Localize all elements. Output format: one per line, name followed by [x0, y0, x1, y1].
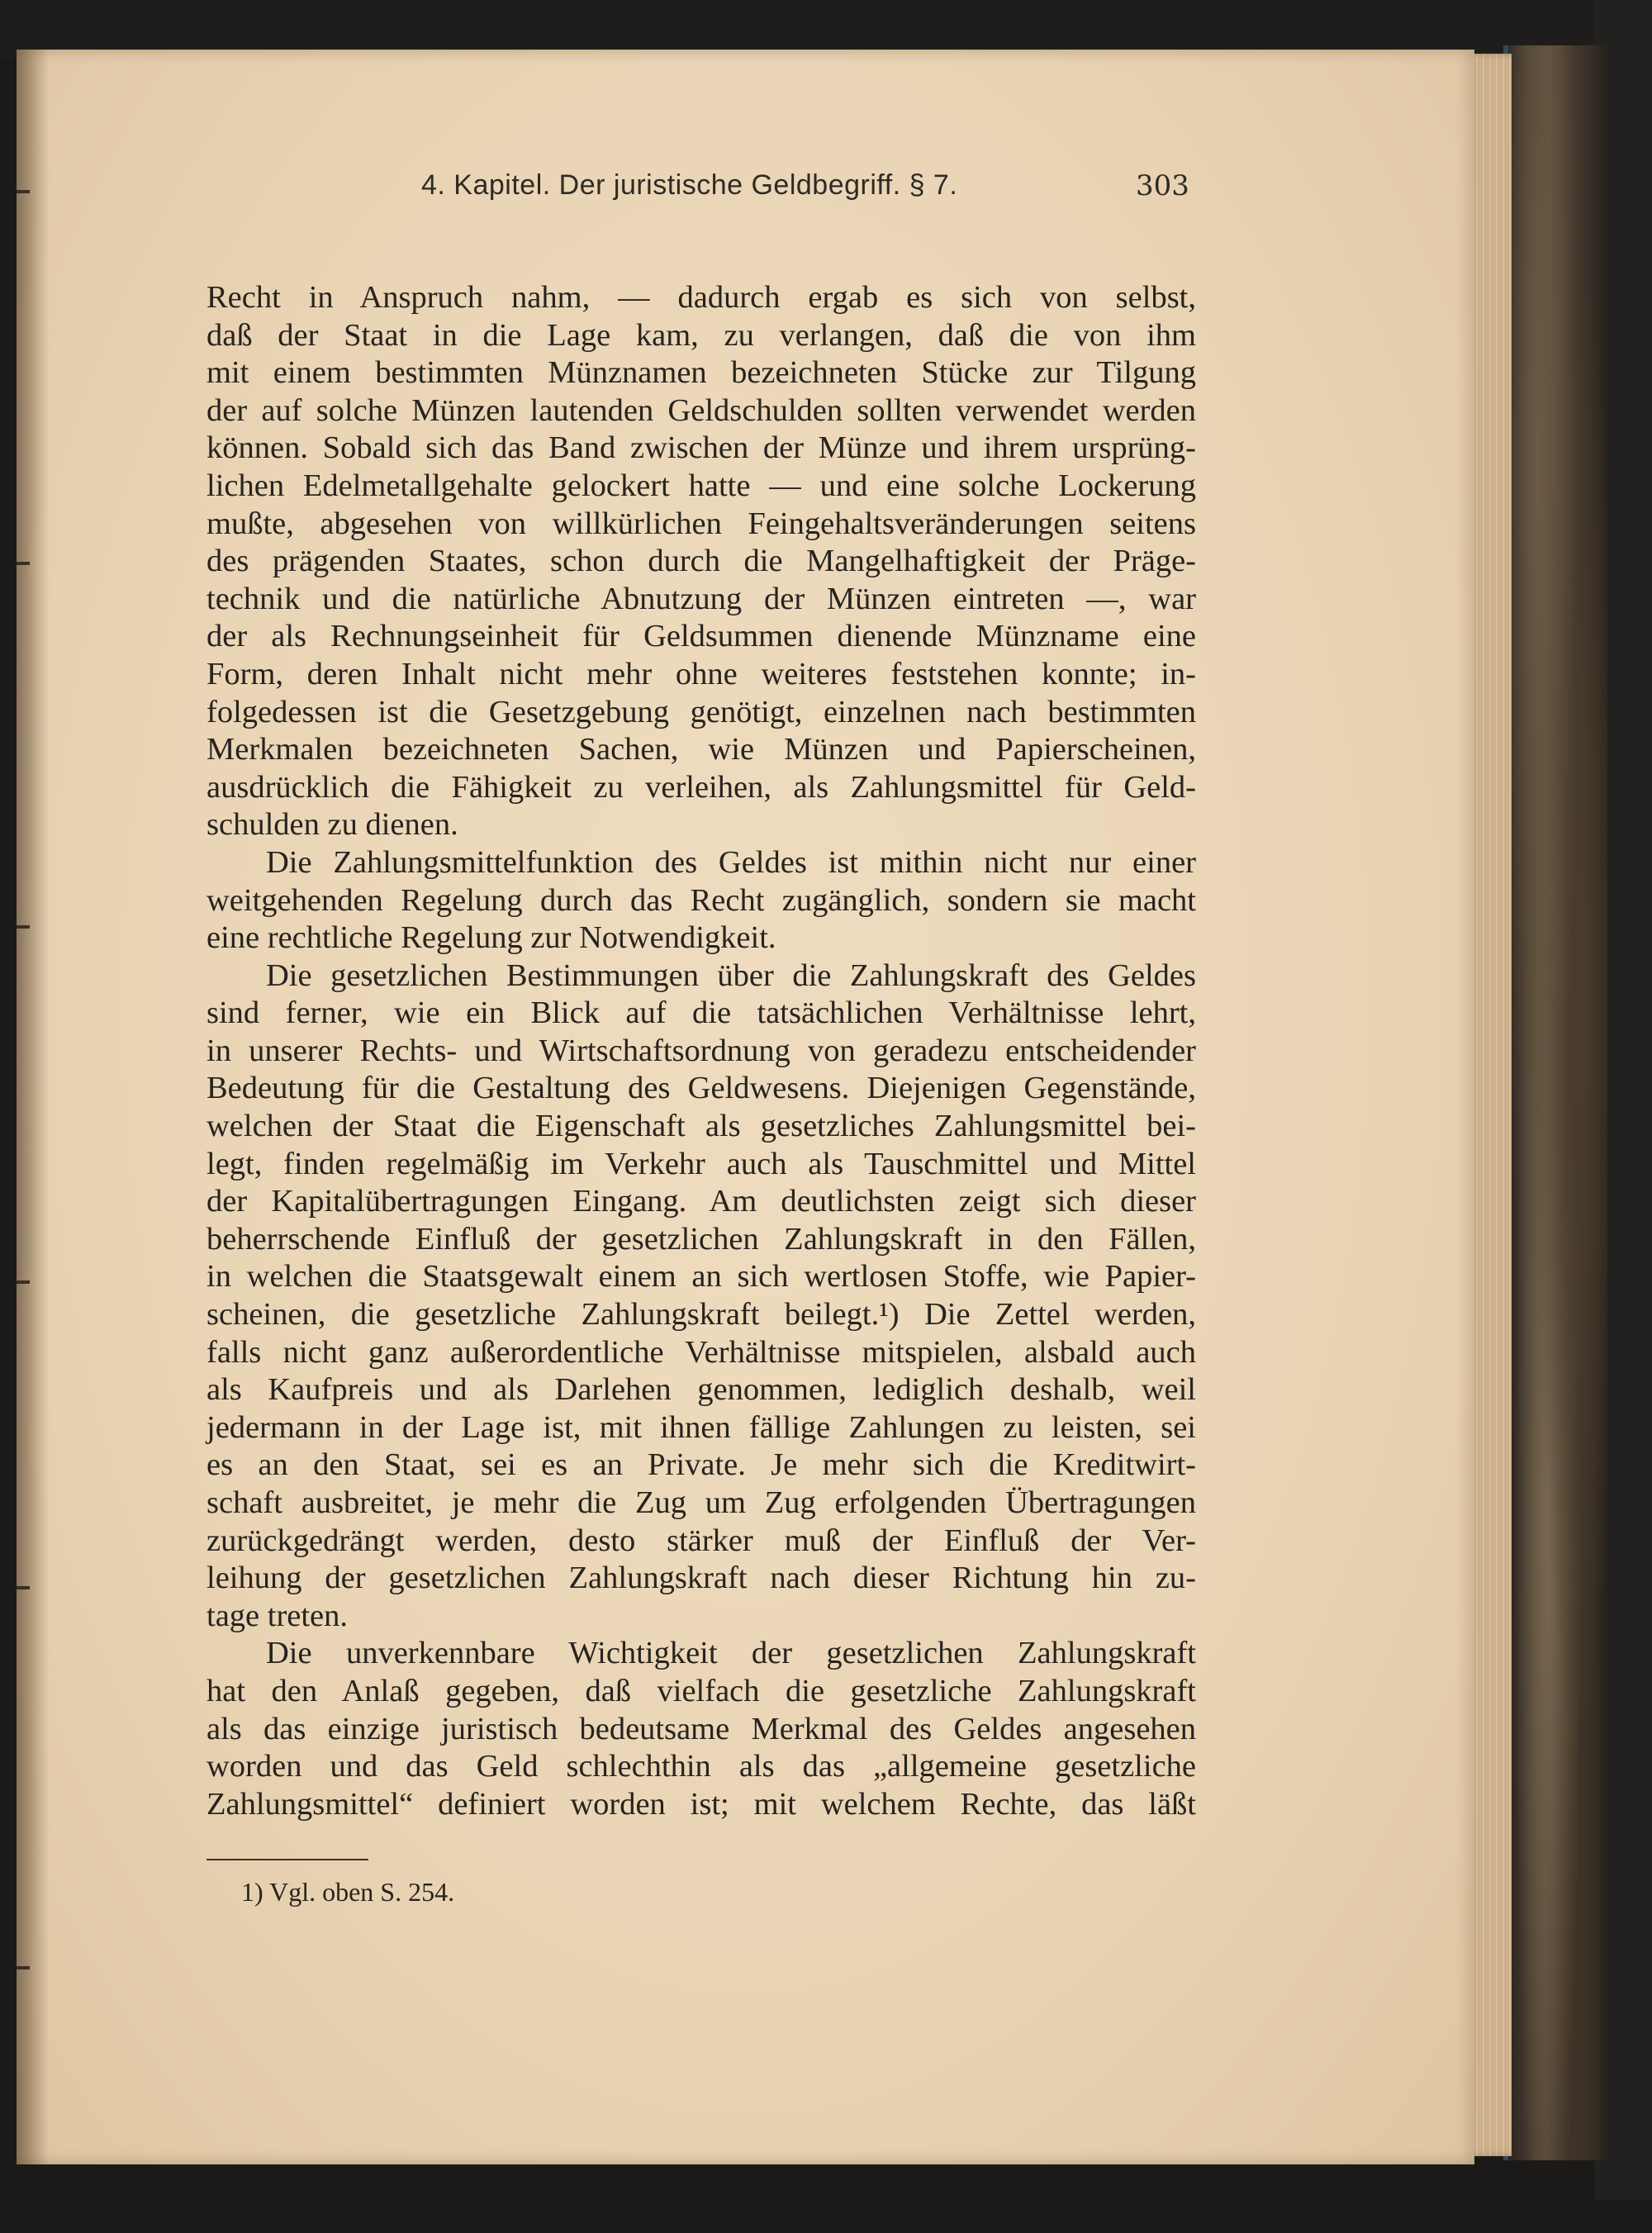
text-line: des prägenden Staates, schon durch die Mangelhaftigkeit der Präge-: [206, 544, 1196, 579]
text-line: der auf solche Münzen lautenden Geldschulden sollten verwendet werden: [206, 392, 1196, 428]
binding-stitch: [17, 1280, 30, 1284]
binding-stitch: [17, 1966, 30, 1969]
text-line: worden und das Geld schlechthin als das „allgemeine gesetzliche: [206, 1749, 1196, 1784]
book-cover-edge: [1503, 45, 1607, 2160]
text-line: der als Rechnungseinheit für Geldsummen dienende Münzname eine: [206, 619, 1196, 654]
running-head: [421, 169, 1206, 219]
text-line: beherrschende Einfluß der gesetzlichen Zahlungskraft in den Fällen,: [206, 1221, 1196, 1257]
binding-stitch: [17, 190, 30, 193]
text-line: zurückgedrängt werden, desto stärker muß der Einfluß der Ver-: [206, 1523, 1196, 1558]
spine-shadow: [17, 50, 50, 2164]
text-line: mit einem bestimmten Münznamen bezeichneten Stücke zur Tilgung: [206, 355, 1196, 391]
text-line: Bedeutung für die Gestaltung des Geldwesens. Diejenigen Gegenstände,: [206, 1071, 1196, 1106]
text-line: Merkmalen bezeichneten Sachen, wie Münzen und Papierscheinen,: [206, 732, 1196, 767]
text-line: folgedessen ist die Gesetzgebung genötigt, einzelnen nach bestimmten: [206, 694, 1196, 729]
text-line: lichen Edelmetallgehalte gelockert hatte — und eine solche Lockerung: [206, 468, 1196, 503]
body-text: [206, 279, 1196, 1823]
text-line: weitgehenden Regelung durch das Recht zugänglich, sondern sie macht: [206, 882, 1196, 918]
text-line: können. Sobald sich das Band zwischen der Münze und ihrem ursprüng-: [206, 430, 1196, 466]
text-line: schaft ausbreitet, je mehr die Zug um Zug erfolgenden Übertragungen: [206, 1485, 1196, 1520]
text-line: Form, deren Inhalt nicht mehr ohne weiteres feststehen konnte; in-: [206, 656, 1196, 691]
text-line: ausdrücklich die Fähigkeit zu verleihen, als Zahlungsmittel für Geld-: [206, 769, 1196, 805]
text-line: der Kapitalübertragungen Eingang. Am deutlichsten zeigt sich dieser: [206, 1184, 1196, 1219]
text-line: mußte, abgesehen von willkürlichen Feingehaltsveränderungen seitens: [206, 506, 1196, 541]
text-line: es an den Staat, sei es an Private. Je mehr sich die Kreditwirt-: [206, 1447, 1196, 1483]
text-line: Die Zahlungsmittelfunktion des Geldes ist mithin nicht nur einer: [266, 844, 1196, 880]
text-line: Die gesetzlichen Bestimmungen über die Zahlungskraft des Geldes: [266, 957, 1196, 993]
text-line: Zahlungsmittel“ definiert worden ist; mit welchem Rechte, das läßt: [206, 1786, 1196, 1822]
binding-stitch: [17, 1586, 30, 1589]
text-line: tage treten.: [206, 1598, 349, 1633]
chapter-title: 4. Kapitel. Der juristische Geldbegriff. § 7.: [421, 169, 958, 201]
scan-background-bottom: [0, 2200, 1652, 2233]
text-line: welchen der Staat die Eigenschaft als gesetzliches Zahlungsmittel bei-: [206, 1109, 1196, 1144]
text-line: Recht in Anspruch nahm, — dadurch ergab es sich von selbst,: [206, 280, 1196, 315]
text-line: sind ferner, wie ein Blick auf die tatsächlichen Verhältnisse lehrt,: [206, 995, 1196, 1031]
text-line: hat den Anlaß gegeben, daß vielfach die gesetzliche Zahlungskraft: [206, 1673, 1196, 1708]
text-line: daß der Staat in die Lage kam, zu verlangen, daß die von ihm: [206, 317, 1196, 353]
text-line: technik und die natürliche Abnutzung der Münzen eintreten —, war: [206, 581, 1196, 616]
text-line: falls nicht ganz außerordentliche Verhältnisse mitspielen, alsbald auch: [206, 1334, 1196, 1370]
page-number: 303: [1136, 169, 1189, 202]
footnote-rule: [206, 1859, 368, 1860]
text-line: legt, finden regelmäßig im Verkehr auch als Tauschmittel und Mittel: [206, 1146, 1196, 1181]
text-line: eine rechtliche Regelung zur Notwendigkeit.: [206, 920, 776, 956]
text-line: leihung der gesetzlichen Zahlungskraft nach dieser Richtung hin zu-: [206, 1561, 1196, 1596]
text-line: als das einzige juristisch bedeutsame Merkmal des Geldes angesehen: [206, 1711, 1196, 1746]
text-line: in unserer Rechts- und Wirtschaftsordnung von geradezu entscheidender: [206, 1033, 1196, 1068]
text-line: Die unverkennbare Wichtigkeit der gesetzlichen Zahlungskraft: [266, 1636, 1196, 1671]
binding-stitch: [17, 925, 30, 929]
footnote: 1) Vgl. oben S. 254.: [241, 1877, 455, 1907]
text-line: in welchen die Staatsgewalt einem an sich wertlosen Stoffe, wie Papier-: [206, 1259, 1196, 1295]
text-line: scheinen, die gesetzliche Zahlungskraft beilegt.¹) Die Zettel werden,: [206, 1297, 1196, 1333]
binding-stitch: [17, 562, 30, 565]
text-line: als Kaufpreis und als Darlehen genommen, lediglich deshalb, weil: [206, 1372, 1196, 1408]
text-line: jedermann in der Lage ist, mit ihnen fällige Zahlungen zu leisten, sei: [206, 1409, 1196, 1445]
text-line: schulden zu dienen.: [206, 807, 458, 843]
